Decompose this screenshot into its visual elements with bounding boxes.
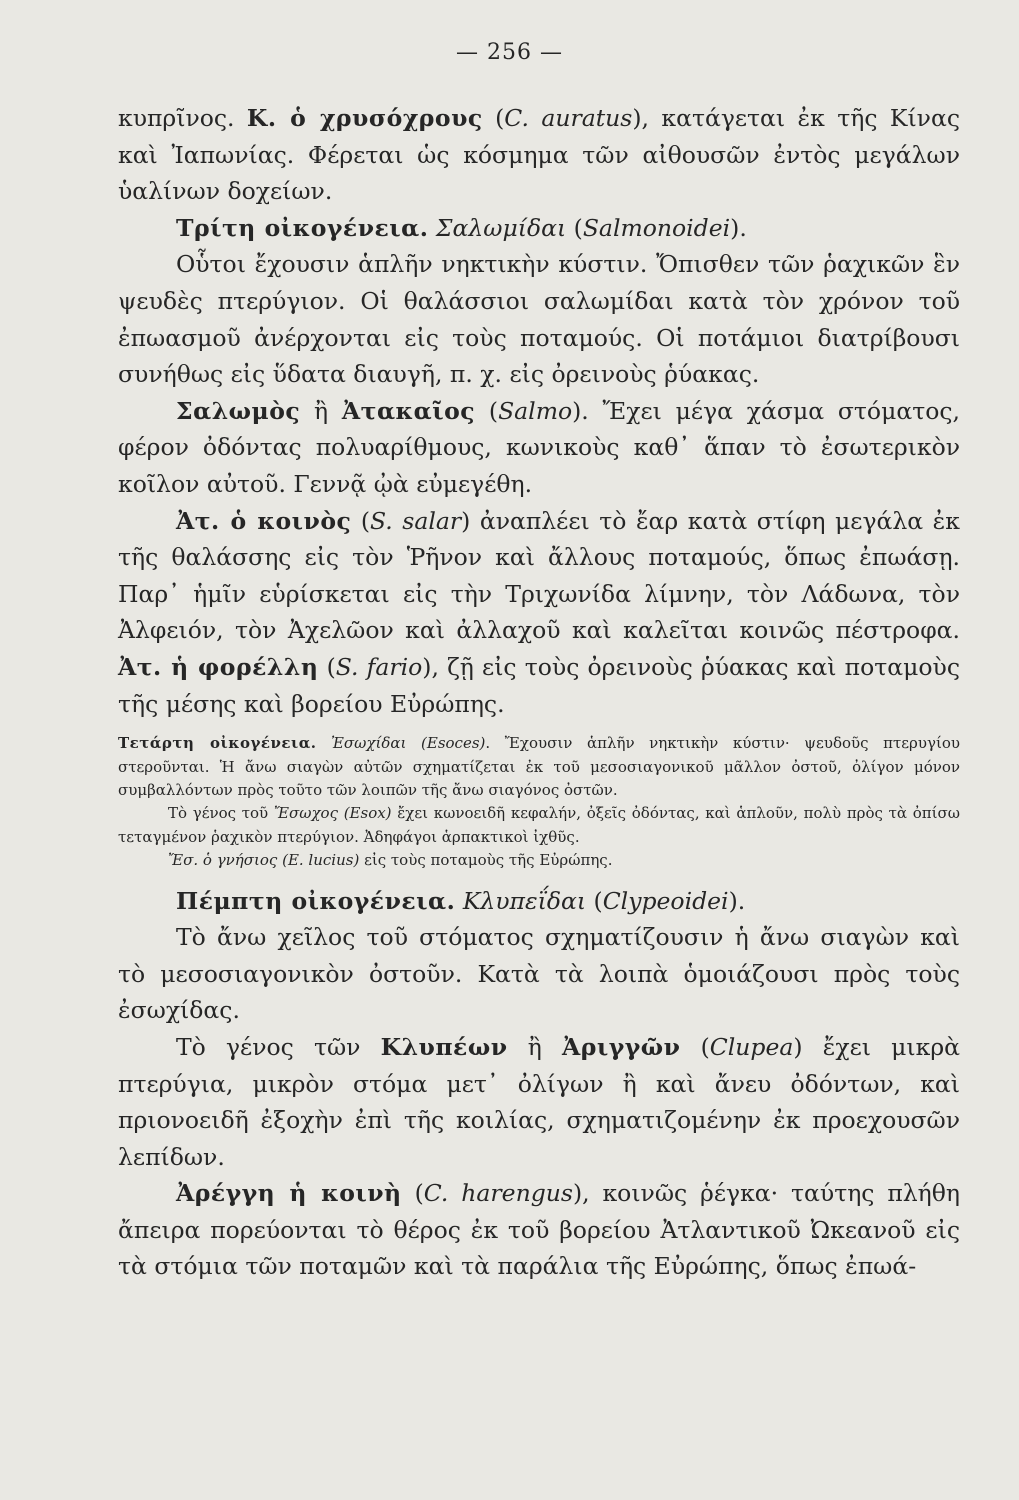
text-run: ). bbox=[728, 886, 746, 915]
latin-name: Salmonoidei bbox=[582, 213, 731, 242]
genus-name: Ἀριγγῶν bbox=[561, 1032, 681, 1061]
text-run: ), ζῇ εἰς τοὺς ὀρεινοὺς ῥύακας καὶ ποταμοὺς τῆς μέσης καὶ βορείου Εὐρώπης. bbox=[118, 652, 960, 718]
latin-name: C. auratus bbox=[504, 104, 633, 132]
text-run bbox=[317, 734, 332, 752]
family-name: Κλυπεΐδαι bbox=[462, 886, 587, 915]
small-paragraph-esoces bbox=[118, 732, 960, 802]
latin-name: C. harengus bbox=[423, 1179, 573, 1208]
family-heading: Τρίτη οἰκογένεια. bbox=[176, 213, 429, 242]
genus-name: Ἔσωχος (Esox) bbox=[273, 804, 392, 823]
text-run: ) ἀναπλέει τὸ ἔαρ κατὰ στίφη μεγάλα ἐκ τῆς θαλάσσης εἰς τὸν Ῥῆνον καὶ ἄλλους ποταμούς, ὅπως ἐπωάσῃ. Παρ᾽ ἡμῖν εὑρίσκεται εἰς τὴν Τριχωνίδα λίμνην, τὸν Λάδωνα, τὸν Ἀλφειόν, τὸν Ἀχελῶον καὶ ἀλλαχοῦ καὶ καλεῖται κοινῶς πέστροφα. bbox=[118, 506, 960, 645]
small-paragraph-esox bbox=[118, 802, 960, 849]
latin-name: Clypeoidei bbox=[602, 886, 729, 915]
latin-name: Clupea bbox=[709, 1032, 794, 1061]
family-heading: Τετάρτη οἰκογένεια. bbox=[118, 734, 317, 753]
species-name: Ἔσ. ὁ γνήσιος (E. lucius) bbox=[168, 851, 360, 870]
text-run: ), κατάγεται ἐκ τῆς Κίνας καὶ Ἰαπωνίας. Φέρεται ὡς κόσμημα τῶν αἰθουσῶν ἐντὸς μεγάλων ὑαλίνων δοχείων. bbox=[118, 104, 960, 206]
text-run bbox=[455, 887, 462, 915]
latin-name: Salmo bbox=[498, 396, 573, 425]
text-run bbox=[428, 214, 435, 242]
text-run: εἰς τοὺς ποταμοὺς τῆς Εὐρώπης. bbox=[359, 851, 613, 870]
text-run: ( bbox=[475, 396, 499, 425]
page-number: — 256 — bbox=[456, 40, 563, 65]
text-run: ἢ bbox=[507, 1032, 562, 1061]
paragraph-goldfish bbox=[118, 100, 960, 210]
text-run: ( bbox=[680, 1032, 710, 1061]
small-paragraph-esox-lucius bbox=[118, 849, 960, 872]
text-run: Τὸ γένος τῶν bbox=[176, 1032, 381, 1061]
text-run: . Ἔχουσιν ἁπλῆν νηκτικὴν κύστιν· ψευδοῦς πτερυγίου στεροῦνται. Ἡ ἄνω σιαγὼν αὐτῶν σχηματίζεται ἐκ τοῦ μεσοσιαγονικοῦ μᾶλλον ὀστοῦ, ὀλίγον μόνον συμβαλλόντων πρὸς τοῦτο τῶν λοιπῶν τῆς ἄνω σιαγόνος ὀστῶν. bbox=[118, 734, 960, 799]
paragraph-clypeoidei: Τὸ ἄνω χεῖλος τοῦ στόματος σχηματίζουσιν ἡ ἄνω σιαγὼν καὶ τὸ μεσοσιαγονικὸν ὀστοῦν. Κατὰ τὰ λοιπὰ ὁμοιάζουσι πρὸς τοὺς ἐσωχίδας. bbox=[118, 923, 960, 1025]
species-name: Ἀτ. ὁ κοινὸς bbox=[176, 506, 352, 535]
genus-name: Σαλωμὸς bbox=[176, 396, 301, 425]
paragraph-herring bbox=[118, 1175, 960, 1285]
text-run: ), κοινῶς ῥέγκα· ταύτης πλήθη ἄπειρα πορεύονται τὸ θέρος ἐκ τοῦ βορείου Ἀτλαντικοῦ Ὠκεανοῦ εἰς τὰ στόμια τῶν ποταμῶν καὶ τὰ παράλια τῆς Εὐρώπης, ὅπως ἐπωά- bbox=[118, 1179, 960, 1281]
latin-name: S. fario bbox=[335, 652, 423, 681]
text-run: ( bbox=[566, 213, 583, 242]
heading-third-family bbox=[118, 210, 960, 247]
family-name: Σαλωμίδαι bbox=[435, 213, 567, 242]
text-run: ( bbox=[401, 1179, 424, 1208]
genus-name: Κλυπέων bbox=[380, 1032, 508, 1061]
text-run: ( bbox=[351, 506, 371, 535]
text-run: ) ἔχει μικρὰ πτερύγια, μικρὸν στόμα μετ᾽ ὀλίγων ἢ καὶ ἄνευ ὀδόντων, καὶ πριονοειδῆ ἐξοχὴν ἐπὶ τῆς κοιλίας, σχηματιζομένην ἐκ προεχουσῶν λεπίδων. bbox=[118, 1032, 961, 1171]
text-run: ἢ bbox=[300, 396, 342, 425]
text-run: κυπρῖνος. bbox=[118, 104, 247, 132]
species-name: Κ. ὁ χρυσόχρους bbox=[246, 104, 483, 132]
species-name: Ἀτ. ἡ φορέλλη bbox=[118, 652, 319, 681]
family-heading: Πέμπτη οἰκογένεια. bbox=[176, 886, 456, 915]
species-name: Ἀρέγγη ἡ κοινὴ bbox=[176, 1179, 402, 1208]
paragraph-salmo bbox=[118, 393, 960, 503]
family-name: Ἐσωχίδαι (Esoces) bbox=[331, 734, 486, 753]
text-run: Τὸ γένος τοῦ bbox=[168, 804, 274, 823]
text-run: ἔχει κωνοειδῆ κεφαλήν, ὀξεῖς ὀδόντας, καὶ ἁπλοῦν, πολὺ πρὸς τὰ ὀπίσω τεταγμένον ῥαχικὸν πτερύγιον. Ἀδηφάγοι ἁρπακτικοὶ ἰχθῦς. bbox=[118, 804, 960, 846]
latin-name: S. salar bbox=[370, 506, 462, 535]
paragraph-salmonoidei: Οὗτοι ἔχουσιν ἁπλῆν νηκτικὴν κύστιν. Ὄπισθεν τῶν ῥαχικῶν ἓν ψευδὲς πτερύγιον. Οἱ θαλάσσιοι σαλωμίδαι κατὰ τὸν χρόνον τοῦ ἐπωασμοῦ ἀνέρχονται εἰς τοὺς ποταμούς. Οἱ ποτάμιοι διατρίβουσι συνήθως εἰς ὕδατα διαυγῆ, π. χ. εἰς ὀρεινοὺς ῥύακας. bbox=[118, 250, 960, 389]
text-run: ). Ἔχει μέγα χάσμα στόματος, φέρον ὀδόντας πολυαρίθμους, κωνικοὺς καθ᾽ ἅπαν τὸ ἐσωτερικὸν κοῖλον αὐτοῦ. Γεννᾷ ᾠὰ εὐμεγέθη. bbox=[118, 396, 961, 498]
main-text bbox=[118, 100, 960, 1285]
genus-name: Ἀτακαῖος bbox=[341, 396, 476, 425]
text-run: ( bbox=[482, 104, 505, 132]
text-run: ( bbox=[586, 886, 603, 915]
text-run: ). bbox=[730, 213, 747, 242]
paragraph-salmo-salar bbox=[118, 503, 960, 723]
text-run: ( bbox=[318, 652, 336, 681]
paragraph-clupea bbox=[118, 1029, 960, 1175]
heading-fifth-family bbox=[118, 883, 960, 920]
